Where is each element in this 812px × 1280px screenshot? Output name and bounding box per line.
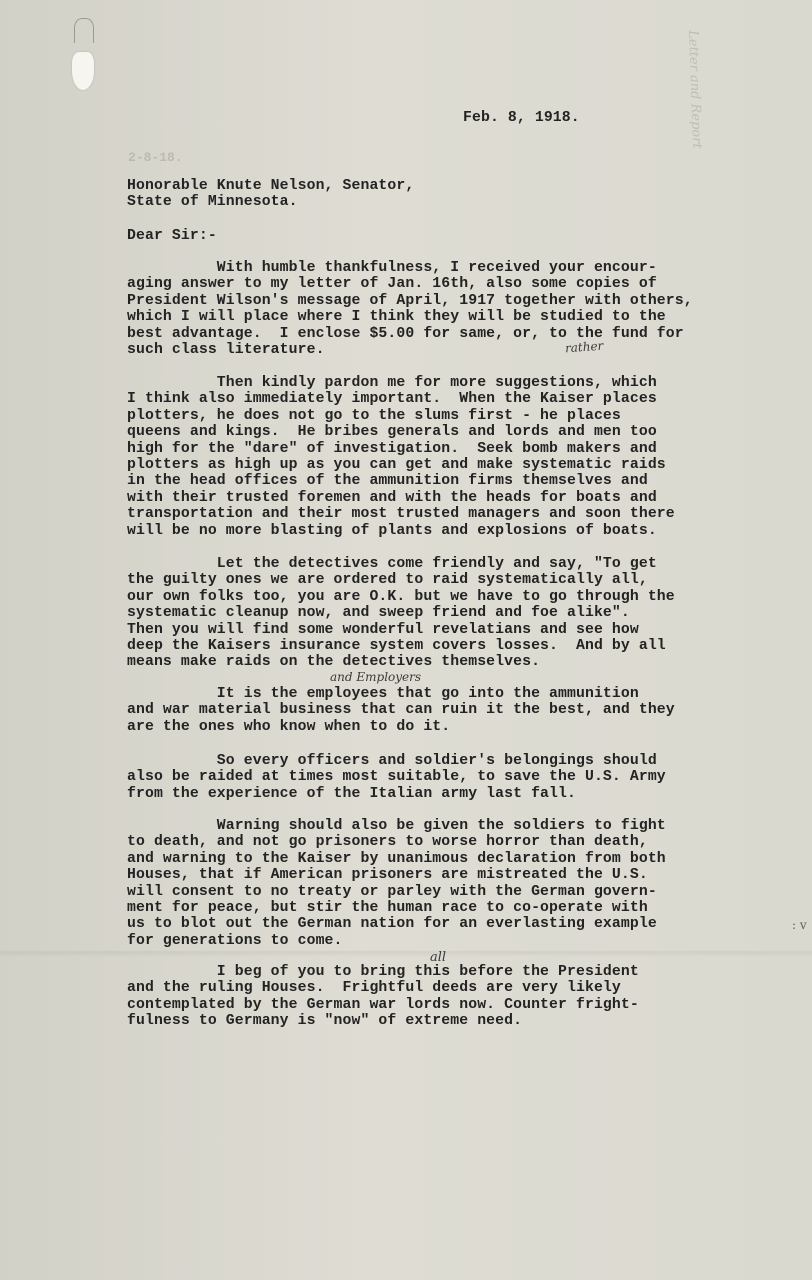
body-line: with their trusted foremen and with the heads for boats and [127, 489, 657, 506]
addressee-line: Honorable Knute Nelson, Senator, [127, 178, 415, 194]
body-line: I beg of you to bring this before the President [127, 964, 639, 980]
body-line: which I will place where I think they will be studied to the [127, 309, 666, 326]
addressee-block [127, 178, 414, 211]
paragraph-suggestions [127, 375, 675, 539]
bleed-through-date: 2-8-18. [128, 150, 183, 165]
body-line: plotters, he does not go to the slums first - he places [127, 407, 621, 424]
body-line: from the experience of the Italian army last fall. [127, 785, 576, 802]
edge-mark: : v [792, 918, 807, 932]
body-line: the guilty ones we are ordered to raid systematically all, [127, 572, 648, 589]
body-line: also be raided at times most suitable, to save the U.S. Army [127, 769, 666, 786]
body-line: Houses, that if American prisoners are mistreated the U.S. [127, 867, 648, 884]
body-line: Then you will find some wonderful revelatians and see how [127, 621, 639, 638]
paragraph-warning [127, 818, 666, 949]
paragraph-thanks [127, 260, 693, 358]
body-line: I think also immediately important. When the Kaiser places [127, 391, 657, 408]
handwritten-annotation-rather: rather [564, 338, 604, 356]
body-line: contemplated by the German war lords now. Counter fright- [127, 996, 639, 1013]
body-line: fulness to Germany is "now" of extreme need. [127, 1013, 523, 1030]
paragraph-employees [127, 686, 675, 735]
body-line: President Wilson's message of April, 1917 together with others, [127, 292, 693, 309]
paper-hole [72, 52, 94, 90]
body-line: us to blot out the German nation for an everlasting example [127, 916, 657, 933]
body-line: With humble thankfulness, I received your encour- [127, 260, 657, 276]
body-line: and the ruling Houses. Frightful deeds are very likely [127, 980, 621, 997]
body-line: aging answer to my letter of Jan. 16th, also some copies of [127, 276, 657, 293]
body-line: best advantage. I enclose $5.00 for same, or, to the fund for [127, 325, 684, 342]
handwritten-annotation-employers: and Employers [330, 670, 422, 684]
body-line: systematic cleanup now, and sweep friend and foe alike". [127, 605, 630, 622]
body-line: deep the Kaisers insurance system covers losses. And by all [127, 638, 666, 655]
body-line: So every officers and soldier's belongings should [127, 753, 657, 769]
body-line: in the head offices of the ammunition firms themselves and [127, 473, 648, 490]
body-line: Warning should also be given the soldiers to fight [127, 818, 666, 834]
paragraph-detectives [127, 556, 675, 671]
body-line: Then kindly pardon me for more suggestions, which [127, 375, 657, 391]
body-line: high for the "dare" of investigation. Seek bomb makers and [127, 440, 657, 457]
body-line: for generations to come. [127, 932, 343, 949]
bleed-through-note: Letter and Report [685, 30, 705, 149]
fold-mark [74, 18, 94, 43]
body-line: to death, and not go prisoners to worse horror than death, [127, 834, 648, 851]
paragraph-officers [127, 753, 666, 802]
body-line: means make raids on the detectives themselves. [127, 654, 541, 671]
body-line: queens and kings. He bribes generals and lords and men too [127, 424, 657, 441]
body-line: will be no more blasting of plants and explosions of boats. [127, 522, 657, 539]
body-line: It is the employees that go into the ammunition [127, 686, 639, 702]
body-line: and war material business that can ruin it the best, and they [127, 702, 675, 719]
handwritten-annotation-all: all [430, 950, 447, 965]
body-line: will consent to no treaty or parley with the German govern- [127, 883, 657, 900]
body-line: plotters as high up as you can get and make systematic raids [127, 457, 666, 474]
body-line: such class literature. [127, 342, 325, 359]
body-line: are the ones who know when to do it. [127, 718, 451, 735]
body-line: ment for peace, but stir the human race to co-operate with [127, 900, 648, 917]
body-line: and warning to the Kaiser by unanimous declaration from both [127, 850, 666, 867]
body-line: Let the detectives come friendly and say, "To get [127, 556, 657, 572]
addressee-line: State of Minnesota. [127, 194, 298, 211]
body-line: transportation and their most trusted managers and soon there [127, 506, 675, 523]
salutation: Dear Sir:- [127, 228, 217, 244]
paragraph-closing [127, 964, 639, 1030]
body-line: our own folks too, you are O.K. but we have to go through the [127, 588, 675, 605]
letter-date: Feb. 8, 1918. [463, 110, 580, 126]
